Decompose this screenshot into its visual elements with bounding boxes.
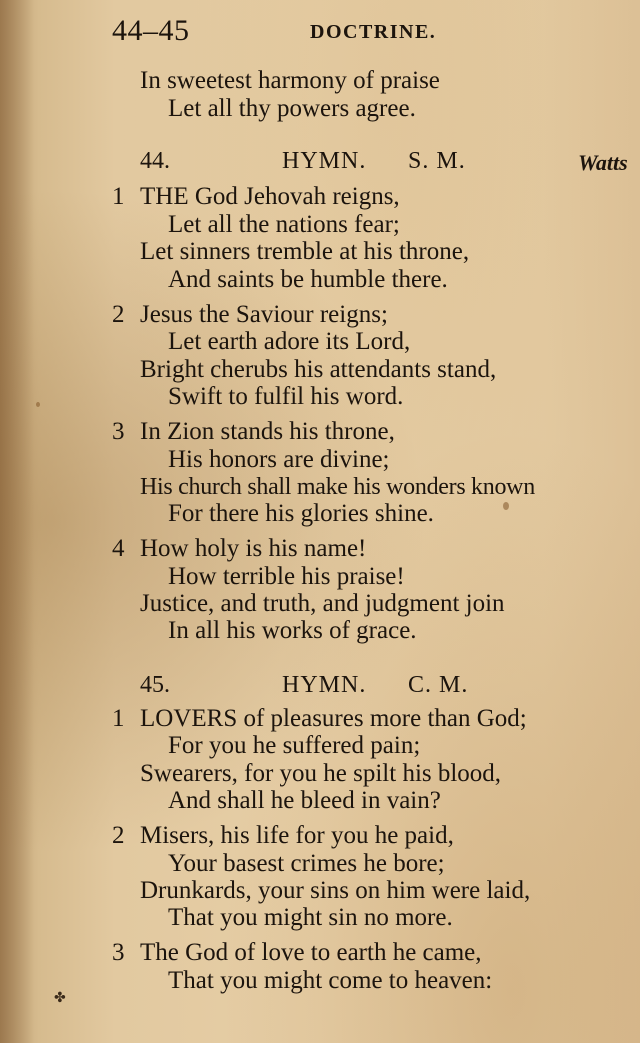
hymn-number: 45. [140, 672, 170, 698]
verse-line: His church shall make his wonders known [140, 474, 535, 500]
stanza-number: 3 [112, 418, 125, 445]
intro-line: Let all thy powers agree. [168, 95, 416, 122]
verse-line: The God of love to earth he came, [140, 939, 482, 966]
verse-line: How terrible his praise! [168, 563, 405, 590]
verse-line: How holy is his name! [140, 535, 367, 562]
verse-line: Let all the nations fear; [168, 211, 400, 238]
hymn-meter: S. M. [408, 148, 466, 174]
verse-line: His honors are divine; [168, 446, 390, 473]
ink-spot [503, 502, 509, 510]
hymn-title: HYMN. [282, 672, 367, 698]
verse-line: LOVERS of pleasures more than God; [140, 705, 527, 732]
verse-line: Bright cherubs his attendants stand, [140, 356, 497, 383]
verse-line: Your basest crimes he bore; [168, 850, 445, 877]
stanza-number: 1 [112, 183, 125, 210]
page-header [112, 14, 632, 50]
verse-line: Drunkards, your sins on him were laid, [140, 877, 531, 904]
verse-line: Swearers, for you he spilt his blood, [140, 760, 502, 787]
verse-line: Jesus the Saviour reigns; [140, 301, 388, 328]
verse-line: And saints be humble there. [168, 266, 448, 293]
verse-line: And shall he bleed in vain? [168, 787, 441, 814]
intro-line: In sweetest harmony of praise [140, 67, 440, 94]
hymn-author: Watts [578, 150, 628, 175]
verse-line: Swift to fulfil his word. [168, 383, 404, 410]
ornament-icon: ✤ [54, 990, 66, 1006]
verse-line: Misers, his life for you he paid, [140, 822, 454, 849]
page-number: 44–45 [112, 14, 190, 47]
verse-line: Let earth adore its Lord, [168, 328, 411, 355]
stanza-number: 2 [112, 301, 125, 328]
running-head: DOCTRINE. [310, 21, 437, 43]
page-edge-stain [0, 0, 34, 1043]
verse-line: Let sinners tremble at his throne, [140, 238, 470, 265]
verse-line: THE God Jehovah reigns, [140, 183, 400, 210]
ink-spot [36, 402, 40, 407]
verse-line: That you might sin no more. [168, 904, 453, 931]
verse-line: For you he suffered pain; [168, 732, 421, 759]
verse-line: In Zion stands his throne, [140, 418, 395, 445]
stanza-number: 4 [112, 535, 125, 562]
hymn-meter: C. M. [408, 672, 469, 698]
stanza-number: 1 [112, 705, 125, 732]
verse-line: For there his glories shine. [168, 500, 434, 527]
verse-line: That you might come to heaven: [168, 967, 493, 994]
hymn-title: HYMN. [282, 148, 367, 174]
stanza-number: 2 [112, 822, 125, 849]
hymn-number: 44. [140, 148, 170, 174]
verse-line: In all his works of grace. [168, 617, 417, 644]
stanza-number: 3 [112, 939, 125, 966]
verse-line: Justice, and truth, and judgment join [140, 590, 505, 617]
